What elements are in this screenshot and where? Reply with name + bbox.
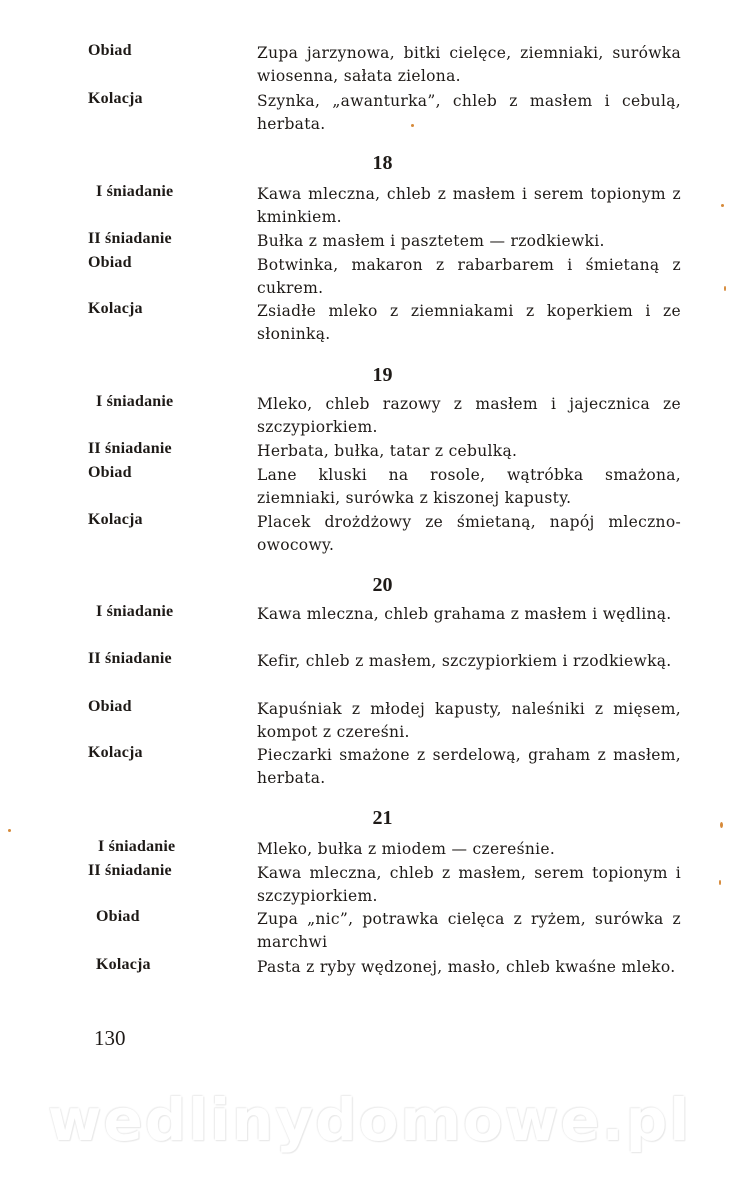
meal-description: Kapuśniak z młodej kapusty, naleśniki z mięsem, kompot z czereśni. bbox=[257, 700, 681, 741]
meal-label: II śniadanie bbox=[88, 862, 172, 879]
day-number: 18 bbox=[372, 152, 393, 174]
meal-description: Lane kluski na rosole, wątróbka smażona, ziemniaki, surówka z kiszonej kapusty. bbox=[257, 466, 681, 507]
meal-label: Kolacja bbox=[88, 90, 143, 107]
meal-label: I śniadanie bbox=[96, 603, 174, 620]
paper-speck bbox=[724, 286, 726, 291]
paper-speck bbox=[721, 204, 724, 207]
meal-label: Obiad bbox=[96, 908, 140, 925]
meal-label: II śniadanie bbox=[88, 650, 172, 667]
meal-description: Mleko, chleb razowy z masłem i jajecznica ze szczypiorkiem. bbox=[257, 395, 681, 436]
meal-label: Kolacja bbox=[88, 511, 143, 528]
meal-label: I śniadanie bbox=[96, 393, 174, 410]
meal-description: Bułka z masłem i pasztetem — rzodkiewki. bbox=[257, 232, 605, 250]
meal-label: Obiad bbox=[88, 42, 132, 59]
meal-description: Pieczarki smażone z serdelową, graham z masłem, herbata. bbox=[257, 746, 681, 787]
meal-label: Obiad bbox=[88, 464, 132, 481]
paper-speck bbox=[8, 829, 11, 832]
meal-description: Pasta z ryby wędzonej, masło, chleb kwaśne mleko. bbox=[257, 958, 676, 976]
meal-label: I śniadanie bbox=[96, 183, 174, 200]
paper-speck bbox=[411, 124, 414, 127]
meal-label: Kolacja bbox=[88, 300, 143, 317]
paper-speck bbox=[720, 822, 723, 828]
day-number: 21 bbox=[372, 807, 393, 829]
meal-description: Szynka, „awanturka”, chleb z masłem i cebulą, herbata. bbox=[257, 92, 681, 133]
meal-description: Kawa mleczna, chleb z masłem, serem topionym i szczypiorkiem. bbox=[257, 864, 681, 905]
meal-description: Kefir, chleb z masłem, szczypiorkiem i rzodkiewką. bbox=[257, 652, 672, 670]
meal-description: Zsiadłe mleko z ziemniakami z koperkiem i ze słoninką. bbox=[257, 302, 681, 343]
meal-label: II śniadanie bbox=[88, 440, 172, 457]
meal-description: Herbata, bułka, tatar z cebulką. bbox=[257, 442, 518, 460]
meal-label: Kolacja bbox=[88, 744, 143, 761]
meal-label: II śniadanie bbox=[88, 230, 172, 247]
meal-label: I śniadanie bbox=[98, 838, 176, 855]
meal-description: Kawa mleczna, chleb z masłem i serem topionym z kminkiem. bbox=[257, 185, 681, 226]
meal-description: Zupa jarzynowa, bitki cielęce, ziemniaki, surówka wiosenna, sałata zielona. bbox=[257, 44, 681, 85]
day-number: 19 bbox=[372, 364, 393, 386]
meal-description: Mleko, bułka z miodem — czereśnie. bbox=[257, 840, 556, 858]
meal-description: Zupa „nic”, potrawka cielęca z ryżem, surówka z marchwi bbox=[257, 910, 681, 951]
day-number: 20 bbox=[372, 574, 393, 596]
meal-label: Obiad bbox=[88, 254, 132, 271]
meal-description: Kawa mleczna, chleb grahama z masłem i wędliną. bbox=[257, 605, 672, 623]
paper-speck bbox=[719, 880, 721, 885]
watermark: wedlinydomowe.pl bbox=[47, 1086, 692, 1154]
meal-description: Botwinka, makaron z rabarbarem i śmietaną z cukrem. bbox=[257, 256, 681, 297]
meal-label: Obiad bbox=[88, 698, 132, 715]
meal-label: Kolacja bbox=[96, 956, 151, 973]
page-number: 130 bbox=[94, 1026, 126, 1050]
meal-description: Placek drożdżowy ze śmietaną, napój mleczno-owocowy. bbox=[257, 513, 681, 554]
